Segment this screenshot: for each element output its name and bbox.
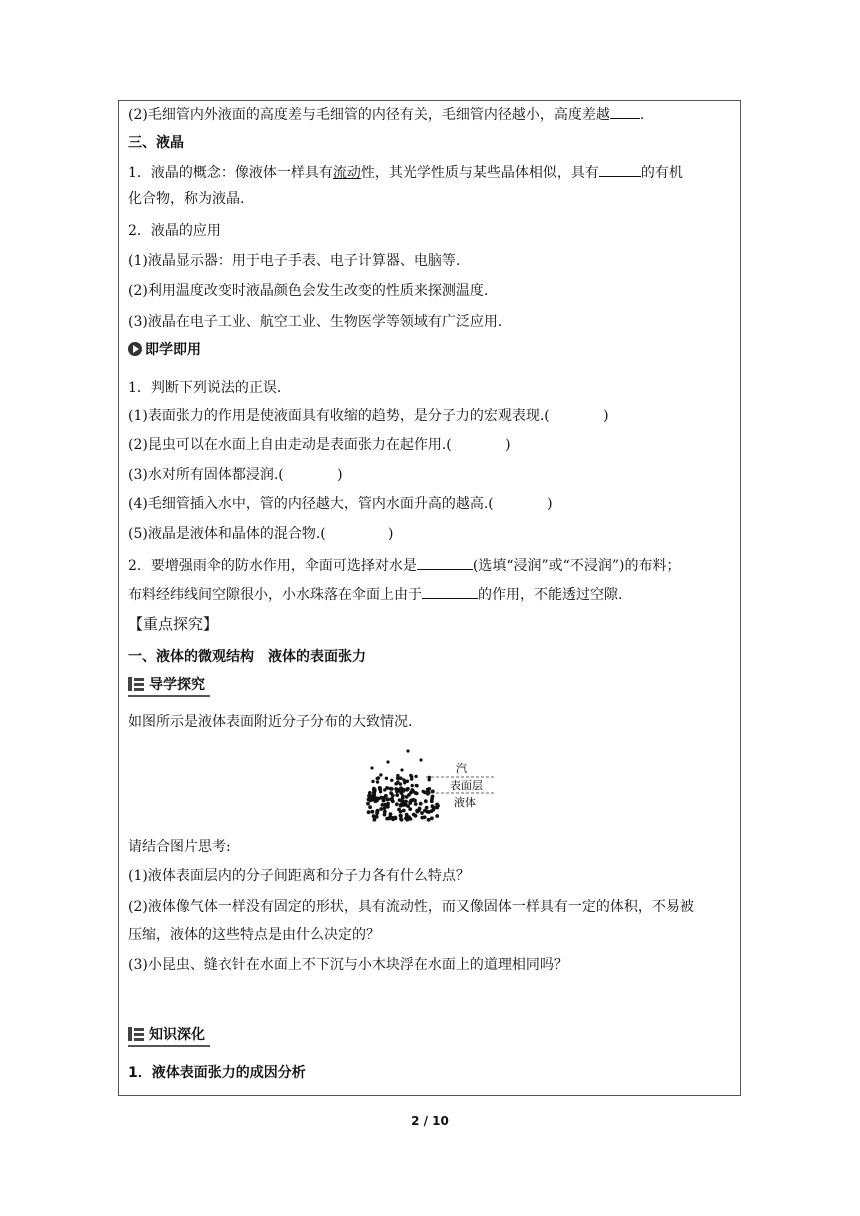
molecule-dot — [402, 778, 405, 781]
fill-text: 布料经纬线间空隙很小，小水珠落在伞面上由于 — [128, 587, 422, 603]
knowledge-deepening-header — [128, 1023, 205, 1044]
molecule-dot — [389, 791, 393, 795]
molecule-dot — [412, 798, 416, 802]
judge-text: (5)液晶是液体和晶体的混合物. — [128, 526, 321, 542]
molecule-dot — [400, 768, 403, 771]
fill-text-2: (选填“浸润”或“不浸润”)的布料； — [472, 558, 681, 574]
fill-item — [128, 584, 622, 605]
molecule-dot — [408, 807, 412, 811]
molecule-dot — [396, 780, 399, 783]
molecule-dot — [371, 780, 374, 783]
molecule-dot — [414, 802, 418, 806]
molecule-dot — [373, 799, 377, 803]
molecule-dot — [375, 815, 379, 819]
molecule-dot — [397, 808, 401, 812]
answer-blank — [610, 104, 640, 119]
fill-text-2: 的作用，不能透过空隙. — [478, 587, 623, 603]
molecule-dot — [395, 793, 399, 797]
lc-concept-text-2: 性，其光学性质与某些晶体相似，具有 — [360, 165, 599, 181]
molecule-dot — [376, 809, 380, 813]
judge-text: (3)水对所有固体都浸润. — [128, 467, 279, 483]
molecule-dot — [371, 810, 375, 814]
answer-blank — [599, 162, 641, 177]
text-line-surface-tension-cause: 1．液体表面张力的成因分析 — [128, 1065, 306, 1081]
molecule-dot — [368, 805, 372, 809]
molecule-distribution-figure — [364, 748, 498, 824]
molecule-dot — [420, 816, 424, 820]
judge-item — [128, 465, 343, 485]
answer-paren: ( ) — [544, 408, 609, 424]
molecule-dot — [406, 780, 409, 783]
molecule-dot — [390, 787, 394, 791]
text-line: 压缩，液体的这些特点是由什么决定的？ — [128, 927, 380, 943]
molecule-dot — [415, 792, 419, 796]
header-underline — [128, 1045, 210, 1047]
lc-concept-text: 1．液晶的概念：像液体一样具有 — [128, 165, 333, 181]
key-inquiry-heading: 【重点探究】 — [128, 615, 219, 633]
fill-item — [128, 555, 680, 576]
molecule-dot — [419, 802, 423, 806]
molecule-dot — [384, 803, 388, 807]
molecule-dot — [379, 807, 383, 811]
text-line: 如图所示是液体表面附近分子分布的大致情况. — [128, 714, 413, 730]
jxjy-label: 即学即用 — [145, 342, 201, 358]
molecule-diagram — [364, 748, 498, 824]
section-title-liquid-structure: 一、液体的微观结构 液体的表面张力 — [128, 649, 366, 665]
answer-paren: ( ) — [488, 496, 553, 512]
molecule-dot — [399, 786, 403, 790]
molecule-dot — [399, 814, 403, 818]
molecule-dot — [395, 802, 399, 806]
answer-paren: ( ) — [320, 526, 394, 542]
molecule-dot — [389, 812, 393, 816]
molecule-dot — [435, 806, 439, 810]
molecule-dot — [366, 802, 370, 806]
molecule-dot — [435, 814, 439, 818]
guided-inquiry-header — [128, 673, 205, 694]
molecule-dot — [419, 758, 422, 761]
answer-paren: ( ) — [446, 437, 511, 453]
molecule-dot — [424, 799, 428, 803]
molecule-dot — [379, 773, 382, 776]
judge-item — [128, 524, 394, 544]
molecule-dot — [378, 786, 382, 790]
molecule-dot — [384, 794, 388, 798]
judge-item — [128, 435, 511, 455]
molecule-dot — [415, 809, 419, 813]
molecule-dot — [427, 787, 431, 791]
molecule-dot — [383, 810, 387, 814]
answer-blank — [417, 555, 473, 570]
molecule-dot — [425, 806, 429, 810]
guided-inquiry-label: 导学探究 — [149, 676, 205, 693]
capillary-text: (2)毛细管内外液面的高度差与毛细管的内径有关，毛细管内径越小，高度差越 — [128, 107, 610, 123]
answer-blank — [422, 584, 478, 599]
molecule-dot — [414, 775, 417, 778]
molecule-dot — [428, 778, 431, 781]
molecule-dot — [391, 817, 395, 821]
text-line: (1)液晶显示器：用于电子手表、电子计算器、电脑等. — [128, 253, 461, 269]
judge-item — [128, 494, 553, 514]
judge-text: (2)昆虫可以在水面上自由走动是表面张力在起作用. — [128, 437, 447, 453]
molecule-dot — [427, 810, 431, 814]
text-line: (3)液晶在电子工业、航空工业、生物医学等领域有广泛应用. — [128, 314, 503, 330]
lc-concept-text-3: 的有机 — [640, 165, 683, 181]
text-line: (3)小昆虫、缝衣针在水面上不下沉与小木块浮在水面上的道理相同吗？ — [128, 957, 568, 973]
molecule-dot — [430, 816, 434, 820]
period: . — [639, 107, 645, 123]
surface-layer-label: 表面层 — [450, 779, 483, 792]
molecule-dot — [430, 797, 434, 801]
molecule-dot — [386, 760, 389, 763]
page-number: 2 / 10 — [411, 1114, 449, 1128]
text-line: (2)利用温度改变时液晶颜色会发生改变的性质来探测温度. — [128, 283, 489, 299]
underlined-word: 流动 — [332, 165, 361, 181]
molecule-dot — [406, 749, 409, 752]
molecule-dot — [370, 766, 373, 769]
molecule-dot — [400, 818, 404, 822]
molecule-dot — [377, 776, 380, 779]
text-line: 请结合图片思考: — [128, 839, 231, 855]
molecule-dot — [396, 774, 399, 777]
molecule-dot — [398, 798, 402, 802]
section-title-liquid-crystal: 三、液晶 — [128, 135, 184, 151]
play-circle-icon — [128, 342, 142, 356]
molecule-dot — [426, 792, 430, 796]
molecule-dot — [390, 779, 393, 782]
molecule-dot — [372, 791, 376, 795]
vapor-label: 汽 — [456, 762, 467, 775]
molecule-dot — [412, 813, 416, 817]
text-line: 2．液晶的应用 — [128, 223, 221, 239]
molecule-dot — [410, 777, 413, 780]
molecule-dot — [386, 797, 390, 801]
answer-paren: ( ) — [278, 467, 343, 483]
jxjy-header — [128, 340, 201, 360]
text-line-lc-concept — [128, 162, 683, 183]
molecule-dot — [405, 788, 409, 792]
molecule-dot — [427, 818, 431, 822]
text-line: 化合物，称为液晶. — [128, 191, 245, 207]
molecule-dot — [394, 787, 398, 791]
molecule-dot — [415, 784, 418, 787]
molecule-dot — [390, 797, 394, 801]
text-line-capillary — [128, 104, 644, 125]
molecule-dot — [367, 810, 371, 814]
list-header-icon — [128, 1027, 144, 1041]
knowledge-deepening-label: 知识深化 — [149, 1026, 205, 1043]
molecule-dot — [376, 780, 379, 783]
molecule-dot — [402, 809, 406, 813]
molecule-dot — [411, 784, 414, 787]
molecule-dot — [385, 786, 388, 789]
text-line: (2)液体像气体一样没有固定的形状，具有流动性，而又像固体一样具有一定的体积，不易被 — [128, 899, 694, 915]
molecule-dot — [399, 803, 403, 807]
molecule-dot — [388, 817, 392, 821]
judge-text: (4)毛细管插入水中，管的内径越大，管内水面升高的越高. — [128, 496, 489, 512]
fill-text: 2．要增强雨伞的防水作用，伞面可选择对水是 — [128, 558, 417, 574]
molecule-dot — [401, 796, 405, 800]
judge-item — [128, 406, 609, 426]
judge-text: (1)表面张力的作用是使液面具有收缩的趋势，是分子力的宏观表现. — [128, 408, 545, 424]
molecule-dot — [404, 816, 408, 820]
molecule-dot — [385, 777, 388, 780]
list-header-icon — [128, 677, 144, 691]
text-line: (1)液体表面层内的分子间距离和分子力各有什么特点？ — [128, 868, 470, 884]
header-underline — [128, 695, 210, 697]
molecule-dot — [383, 806, 387, 810]
text-line: 1．判断下列说法的正误. — [128, 380, 282, 396]
molecule-dot — [409, 791, 413, 795]
molecule-dot — [370, 794, 374, 798]
liquid-label: 液体 — [454, 796, 476, 809]
